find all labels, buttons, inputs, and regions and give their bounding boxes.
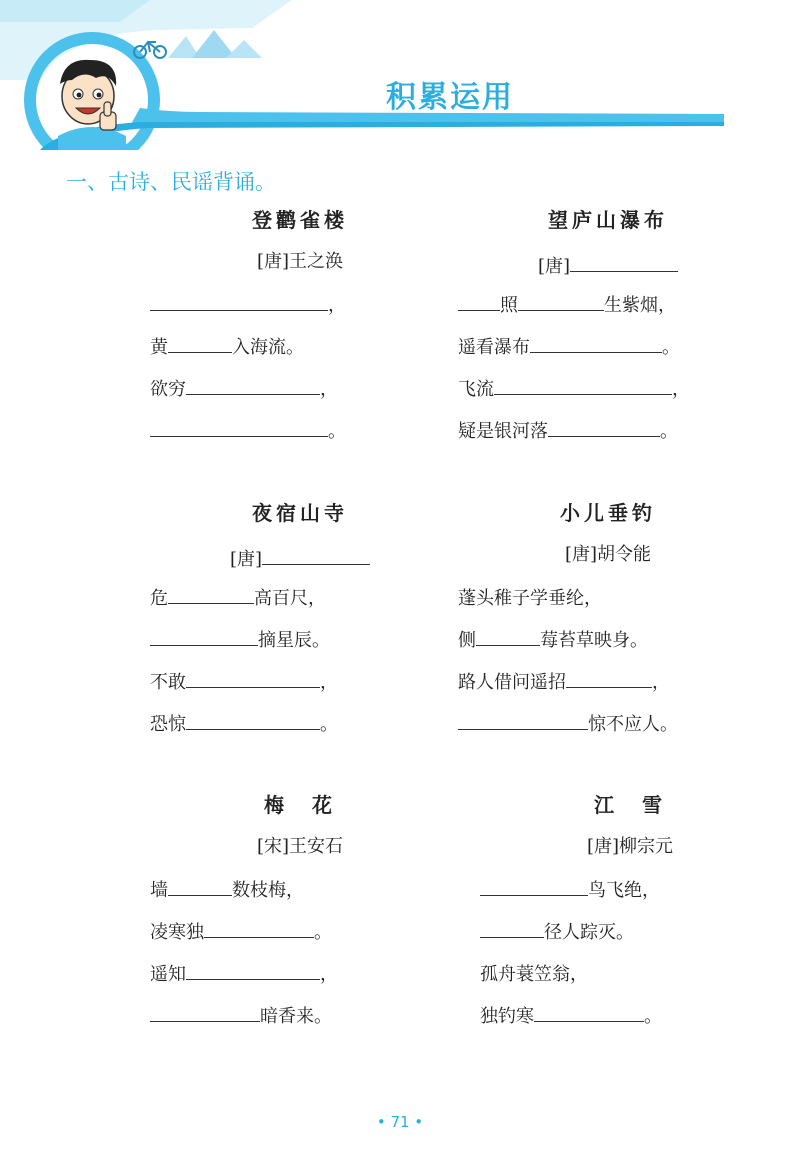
answer-blank[interactable]: [566, 663, 652, 688]
answer-blank[interactable]: [494, 370, 672, 395]
answer-blank[interactable]: [204, 913, 314, 938]
line-text: 入海流。: [232, 337, 304, 358]
author-dynasty: [唐]: [564, 544, 598, 565]
line-text: 恐惊: [150, 714, 186, 735]
poem-author: [150, 247, 450, 277]
poem-lines: [458, 285, 758, 453]
poem-card: [150, 790, 450, 1038]
line-text: 遥看瀑布: [458, 337, 530, 358]
answer-blank[interactable]: [530, 328, 662, 353]
poem-line: [480, 912, 780, 954]
poem-line: [150, 912, 450, 954]
line-text: 莓苔草映身。: [540, 630, 648, 651]
line-text: 照: [500, 295, 518, 316]
mountains-icon: [168, 30, 262, 58]
line-text: 生紫烟，: [604, 295, 676, 316]
poem-line: [458, 285, 758, 327]
answer-blank[interactable]: [168, 328, 232, 353]
line-text: 鸟飞绝，: [588, 880, 660, 901]
poem-line: [150, 704, 450, 746]
line-text: ，: [320, 379, 338, 400]
poem-title: 江 雪: [594, 793, 666, 817]
poem-line: [458, 578, 758, 620]
poem-card: [480, 790, 780, 1038]
poem-card: [458, 498, 758, 746]
line-text: 径人踪灭。: [544, 922, 634, 943]
poem-line: [150, 285, 450, 327]
poem-author: [150, 540, 450, 570]
poem-lines: [150, 578, 450, 746]
line-text: 。: [320, 714, 338, 735]
poem-author: [458, 540, 758, 570]
line-text: 独钓寒: [480, 1006, 534, 1027]
answer-blank[interactable]: [534, 997, 644, 1022]
section-heading: 一、古诗、民谣背诵。: [66, 170, 276, 194]
answer-blank[interactable]: [150, 997, 260, 1022]
answer-blank[interactable]: [150, 412, 328, 437]
line-text: 路人借问遥招: [458, 672, 566, 693]
answer-blank[interactable]: [186, 955, 320, 980]
line-text: ，: [328, 295, 346, 316]
poem-line: [458, 327, 758, 369]
author-dynasty: [唐]: [229, 549, 263, 570]
line-text: 凌寒独: [150, 922, 204, 943]
poem-line: [150, 620, 450, 662]
poem-author: [480, 832, 780, 862]
poem-line: [150, 327, 450, 369]
line-text: ，: [652, 672, 670, 693]
line-text: 侧: [458, 630, 476, 651]
author-dynasty: [宋]: [256, 836, 290, 857]
line-text: 墙: [150, 880, 168, 901]
line-text: 欲穷: [150, 379, 186, 400]
poem-line: [458, 662, 758, 704]
poem-line: [150, 954, 450, 996]
poem-line: [458, 369, 758, 411]
poem-author: [150, 832, 450, 862]
line-text: 。: [660, 421, 678, 442]
author-dynasty: [唐]: [256, 251, 290, 272]
poem-lines: [150, 285, 450, 453]
poem-line: [480, 870, 780, 912]
answer-blank[interactable]: [458, 286, 500, 311]
answer-blank[interactable]: [518, 286, 604, 311]
line-text: 。: [314, 922, 332, 943]
line-text: 飞流: [458, 379, 494, 400]
author-name: 王之涣: [289, 251, 344, 272]
answer-blank[interactable]: [150, 286, 328, 311]
line-text: 摘星辰。: [258, 630, 330, 651]
author-name: 柳宗元: [619, 836, 674, 857]
poem-card: [150, 205, 450, 453]
poem-line: [150, 369, 450, 411]
line-text: 暗香来。: [260, 1006, 332, 1027]
author-blank[interactable]: [570, 247, 678, 272]
poem-lines: [150, 870, 450, 1038]
author-dynasty: [唐]: [586, 836, 620, 857]
line-text: 高百尺，: [254, 588, 326, 609]
line-text: 黄: [150, 337, 168, 358]
answer-blank[interactable]: [186, 663, 320, 688]
line-text: 。: [328, 421, 346, 442]
poem-lines: [480, 870, 780, 1038]
poem-title: 登鹳雀楼: [252, 208, 348, 232]
poem-line: [480, 996, 780, 1038]
answer-blank[interactable]: [168, 579, 254, 604]
poem-line: [150, 411, 450, 453]
line-text: 。: [662, 337, 680, 358]
poem-line: [458, 704, 758, 746]
line-text: 。: [644, 1006, 662, 1027]
line-text: ，: [320, 672, 338, 693]
poem-line: [480, 954, 780, 996]
answer-blank[interactable]: [186, 705, 320, 730]
poem-title: 望庐山瀑布: [548, 208, 668, 232]
author-dynasty: [唐]: [537, 256, 571, 277]
poem-lines: [458, 578, 758, 746]
line-text: 疑是银河落: [458, 421, 548, 442]
poem-line: [458, 411, 758, 453]
line-text: 惊不应人。: [588, 714, 678, 735]
page-number: • 71 •: [376, 1113, 424, 1131]
author-blank[interactable]: [262, 540, 370, 565]
line-text: 孤舟蓑笠翁，: [480, 964, 588, 985]
line-text: ，: [320, 964, 338, 985]
answer-blank[interactable]: [186, 370, 320, 395]
answer-blank[interactable]: [548, 412, 660, 437]
line-text: 数枝梅，: [232, 880, 304, 901]
poem-line: [458, 620, 758, 662]
poem-author: [458, 247, 758, 277]
poem-card: [458, 205, 758, 453]
poem-line: [150, 870, 450, 912]
answer-blank[interactable]: [480, 913, 544, 938]
poem-line: [150, 662, 450, 704]
answer-blank[interactable]: [480, 871, 588, 896]
author-name: 胡令能: [597, 544, 652, 565]
line-text: 不敢: [150, 672, 186, 693]
poem-title: 小儿垂钓: [560, 501, 656, 525]
answer-blank[interactable]: [458, 705, 588, 730]
line-text: ，: [672, 379, 690, 400]
answer-blank[interactable]: [476, 621, 540, 646]
poem-card: [150, 498, 450, 746]
poem-title: 夜宿山寺: [252, 501, 348, 525]
poem-line: [150, 996, 450, 1038]
line-text: 蓬头稚子学垂纶，: [458, 588, 602, 609]
line-text: 危: [150, 588, 168, 609]
answer-blank[interactable]: [150, 621, 258, 646]
poem-title: 梅 花: [264, 793, 336, 817]
poem-line: [150, 578, 450, 620]
author-name: 王安石: [289, 836, 344, 857]
page-title: 积累运用: [386, 80, 514, 115]
line-text: 遥知: [150, 964, 186, 985]
answer-blank[interactable]: [168, 871, 232, 896]
